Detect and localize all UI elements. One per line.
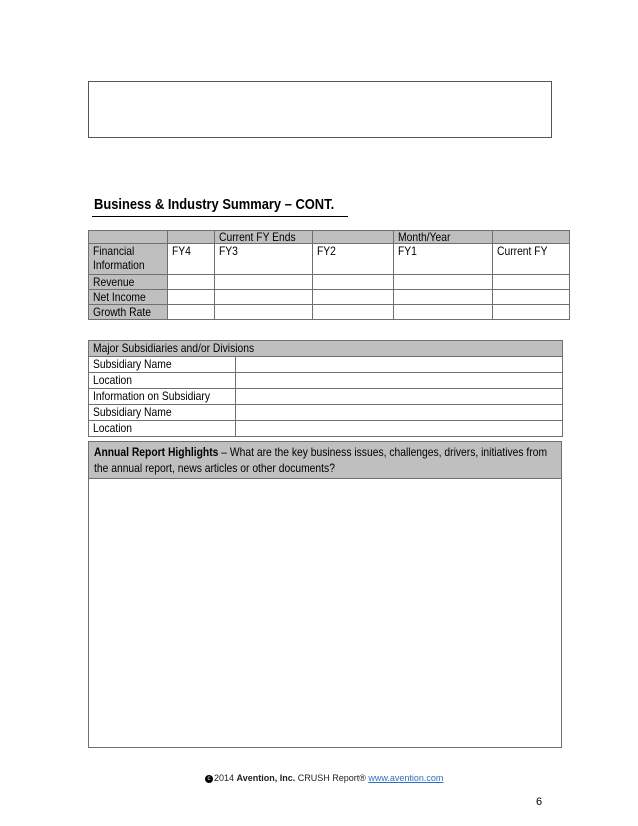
column-fy3: FY3: [215, 244, 313, 275]
row-label: Revenue: [89, 275, 168, 290]
growth-rate-fy2-cell[interactable]: [313, 305, 394, 320]
header-cell-1: [89, 231, 168, 244]
net-income-current-fy-cell[interactable]: [493, 290, 570, 305]
net-income-fy4-cell[interactable]: [168, 290, 215, 305]
revenue-fy4-cell[interactable]: [168, 275, 215, 290]
subsidiary-row: [89, 389, 563, 405]
footer: [205, 773, 443, 783]
copyright-icon: c: [205, 775, 213, 783]
row-label: Growth Rate: [89, 305, 168, 320]
subsidiaries-table: [88, 340, 563, 437]
net-income-fy1-cell[interactable]: [394, 290, 493, 305]
financial-row-growth-rate: [89, 305, 570, 320]
location-value[interactable]: [236, 373, 563, 389]
header-cell-4: [313, 231, 394, 244]
footer-link[interactable]: www.avention.com: [368, 773, 444, 783]
growth-rate-fy1-cell[interactable]: [394, 305, 493, 320]
column-current-fy: Current FY: [493, 244, 570, 275]
revenue-current-fy-cell[interactable]: [493, 275, 570, 290]
net-income-fy2-cell[interactable]: [313, 290, 394, 305]
annual-report-answer-area[interactable]: [89, 479, 561, 749]
blank-text-box: [88, 81, 552, 138]
information-value[interactable]: [236, 389, 563, 405]
revenue-fy1-cell[interactable]: [394, 275, 493, 290]
subsidiaries-header-row: [89, 341, 563, 357]
financial-table: [88, 230, 570, 320]
page-number: 6: [536, 796, 543, 808]
annual-report-prompt: – What are the key business issues, challenges, drivers, initiatives from: [218, 445, 548, 459]
header-cell-2: [168, 231, 215, 244]
subsidiaries-header: Major Subsidiaries and/or Divisions: [89, 341, 563, 357]
subsidiary-label: Location: [89, 373, 236, 389]
footer-year: 2014: [214, 773, 237, 783]
column-fy2: FY2: [313, 244, 394, 275]
subsidiary-label: Information on Subsidiary: [89, 389, 236, 405]
column-fy4: FY4: [168, 244, 215, 275]
header-month-year: Month/Year: [394, 231, 493, 244]
annual-report-highlights-header: [89, 442, 561, 479]
column-fy1: FY1: [394, 244, 493, 275]
header-current-fy-ends: Current FY Ends: [215, 231, 313, 244]
location-value[interactable]: [236, 421, 563, 437]
subsidiary-label: Subsidiary Name: [89, 357, 236, 373]
financial-row-net-income: [89, 290, 570, 305]
subsidiary-row: [89, 357, 563, 373]
financial-header-row: [89, 231, 570, 244]
revenue-fy2-cell[interactable]: [313, 275, 394, 290]
financial-row-revenue: [89, 275, 570, 290]
subsidiary-row: [89, 421, 563, 437]
subsidiary-label: Subsidiary Name: [89, 405, 236, 421]
footer-product: CRUSH Report®: [295, 773, 369, 783]
section-title-underline: [92, 216, 348, 217]
annual-report-title: Annual Report Highlights: [94, 445, 219, 459]
subsidiary-name-value[interactable]: [236, 405, 563, 421]
annual-report-prompt-line-2: the annual report, news articles or other documents?: [94, 461, 335, 475]
row-label: Net Income: [89, 290, 168, 305]
growth-rate-fy3-cell[interactable]: [215, 305, 313, 320]
subsidiary-row: [89, 405, 563, 421]
subsidiary-name-value[interactable]: [236, 357, 563, 373]
header-cell-6: [493, 231, 570, 244]
financial-information-label: Financial Information: [89, 244, 168, 275]
subsidiary-row: [89, 373, 563, 389]
annual-report-prompt-line-1: [94, 444, 548, 460]
annual-report-highlights-box: [88, 441, 562, 748]
revenue-fy3-cell[interactable]: [215, 275, 313, 290]
growth-rate-current-fy-cell[interactable]: [493, 305, 570, 320]
financial-columns-row: [89, 244, 570, 275]
footer-brand: Avention, Inc.: [236, 773, 296, 783]
section-title: Business & Industry Summary – CONT.: [94, 196, 335, 213]
growth-rate-fy4-cell[interactable]: [168, 305, 215, 320]
net-income-fy3-cell[interactable]: [215, 290, 313, 305]
subsidiary-label: Location: [89, 421, 236, 437]
